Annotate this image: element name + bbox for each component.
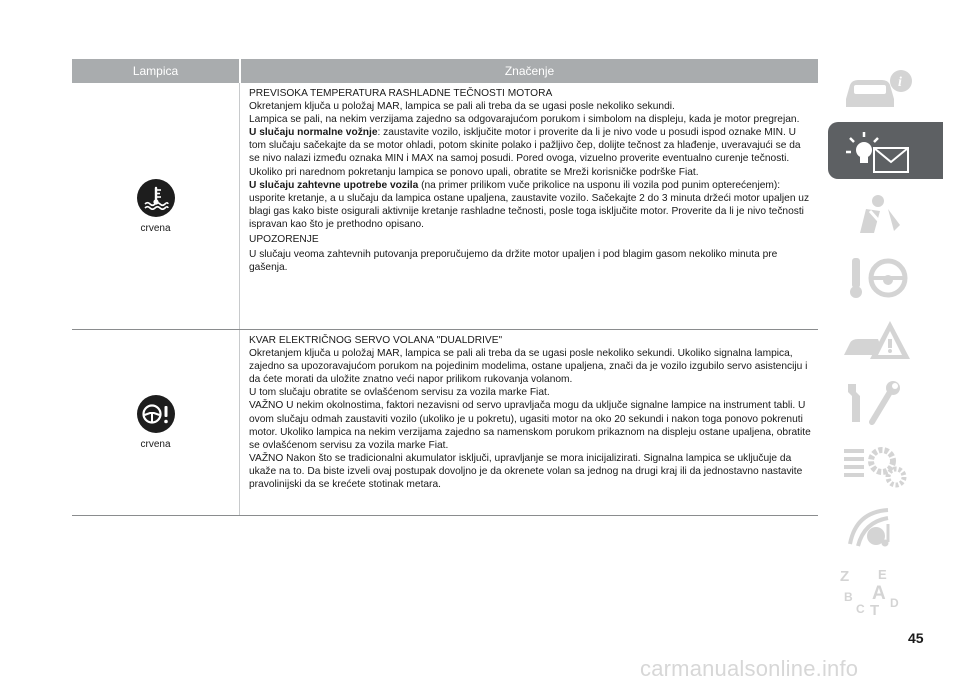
description-paragraph: Okretanjem ključa u položaj MAR, lampica se pali ali treba da se ugasi posle nekoliko sekundi. Ukoliko signalna lampica, zajedno sa upozoravajućom porukom na pojedinim modelima, ostane upaljena, znači da je vozilo izgubilo servo asistenciju i da ćete morati da uložite znatno veći napor prilikom rukovanja volanom. [249,348,808,386]
svg-text:C: C [856,602,865,616]
lamp-color-caption: crvena [140,439,171,450]
description-paragraph: Okretanjem ključa u položaj MAR, lampica se pali ali treba da se ugasi posle nekoliko sekundi. [249,101,675,113]
tab-emergency[interactable] [828,311,943,368]
starting-driving-icon [838,252,933,302]
tab-alphabetical-index[interactable] [828,563,943,620]
svg-text:D: D [890,596,899,610]
page-number: 45 [908,630,924,646]
heavy-use-label: U slučaju zahtevne upotrebe vozila [249,179,419,191]
warning-title: PREVISOKA TEMPERATURA RASHLADNE TEČNOSTI MOTORA [249,88,553,99]
tab-maintenance[interactable] [828,374,943,431]
warning-title: KVAR ELEKTRIČNOG SERVO VOLANA "DUALDRIVE" [249,335,503,346]
warning-text: U slučaju veoma zahtevnih putovanja preporučujemo da držite motor upaljen i pod blagim gasom nekoliko minuta pre gašenja. [249,249,778,274]
coolant-temperature-icon [137,179,175,217]
watermark: carmanualsonline.info [640,656,859,681]
meaning-cell [239,330,818,515]
chapter-sidebar [828,59,943,626]
alphabetical-index-icon [838,567,933,617]
warning-heading: UPOZORENJE [249,234,319,246]
lamp-cell [72,330,239,515]
header-meaning: Značenje [239,59,818,83]
tab-car-info[interactable] [828,59,943,116]
svg-text:B: B [844,590,853,604]
maintenance-tools-icon [838,378,933,428]
heavy-use-text: (na primer prilikom vuče prikolice na usponu ili vozila pod punim opterećenjem): usporite kretanje, a u slučaju da lampica ostane upaljena, zaustavite vozilo. Sačekajte 2 do 3 minuta držeći motor upaljen uz blagi gas kako biste osigurali aktivnije kretanje rashladne tečnosti, posle toga isključite motor. Proverite da li je nivo tečnosti ispravan kao što je prethodno opisano. [249,179,810,230]
warning-lights-table [72,59,818,516]
multimedia-icon [838,504,933,554]
car-info-icon [838,63,933,113]
normal-driving-label: U slučaju normalne vožnje [249,127,378,139]
technical-data-gears-icon [838,441,933,491]
header-lamp: Lampica [132,64,179,78]
tab-multimedia[interactable] [828,500,943,557]
tab-warning-lights[interactable] [828,122,943,179]
important-paragraph: VAŽNO Nakon što se tradicionalni akumulator isključi, upravljanje se mora inicijalizirati. Signalna lampica se uključuje da ukaže na to. Da biste izveli ovaj postupak dovoljno je da okrenete volan sa jednog na drugi kraj ili da jednostavno nastavite pravolinijski da se krećete stotinak metara. [249,452,803,491]
lamp-color-caption: crvena [140,222,171,234]
normal-driving-text: : zaustavite vozilo, isključite motor i proverite da li je nivo vode u posudi ispod oznake MIN. U tom slučaju sačekajte da se motor ohladi, potom skinite polako i pažljivo čep, dolijte tečnost za hlađenje, uveravajući se da se nivo nalazi između oznaka MIN i MAX na samoj posudi. Pored ovoga, vizuelno proverite eventualno curenje tečnosti. Ukoliko pri narednom pokretanju lampica se ponovo upali, obratite se Mreži korisničke podrške Fiat. [249,127,801,178]
safety-seatbelt-icon [838,189,933,239]
tab-technical-data[interactable] [828,437,943,494]
warning-lights-icon [838,126,933,176]
normal-driving-paragraph [249,126,814,178]
tab-safety[interactable] [828,185,943,242]
description-paragraph: U tom slučaju obratite se ovlašćenom servisu za vozila marke Fiat. [249,387,550,399]
table-row [72,330,818,516]
svg-text:A: A [872,583,886,604]
meaning-cell [239,83,818,329]
svg-text:i: i [898,75,902,90]
svg-text:E: E [878,567,887,582]
svg-text:Z: Z [840,568,850,585]
svg-text:T: T [870,602,880,617]
table-header [72,59,818,83]
electric-power-steering-warning-icon [137,395,175,433]
description-paragraph: Lampica se pali, na nekim verzijama zajedno sa odgovarajućom porukom i simbolom na displeju, kada je motor pregrejan. [249,114,800,126]
emergency-icon [838,315,933,365]
tab-starting-driving[interactable] [828,248,943,305]
lamp-cell [72,83,239,329]
important-paragraph: VAŽNO U nekim okolnostima, faktori nezavisni od servo upravljača mogu da uključe signalne lampice na instrument tabli. U ovom slučaju odmah zaustaviti vozilo (ukoliko je u pokretu), ugasiti motor na oko 20 sekundi i nakon toga ponovo pokrenuti motor. Ukoliko lampica na nekim verzijama zajedno sa namenskom porukom prikaznom na displeju ostane upaljena, obratite se ovlašćenom servisu za vozila marke Fiat. [249,400,811,451]
table-row [72,83,818,330]
heavy-use-paragraph [249,179,814,231]
